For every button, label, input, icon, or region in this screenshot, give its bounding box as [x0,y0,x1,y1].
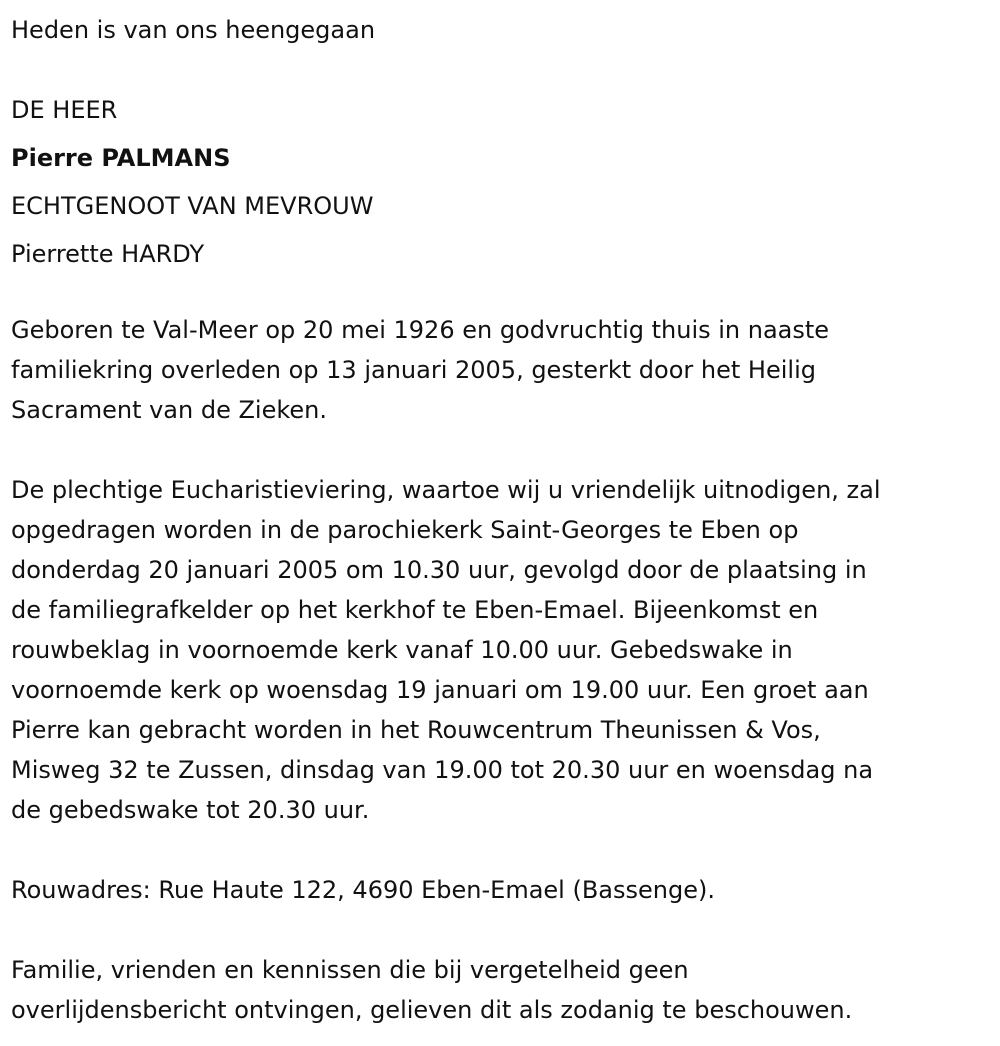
ceremony-line-4: de familiegrafkelder op het kerkhof te Eben-Emael. Bijeenkomst en [11,596,819,624]
spacer [11,278,980,310]
ceremony-line-1: De plechtige Eucharistieviering, waartoe wij u vriendelijk uitnodigen, zal [11,476,881,504]
deceased-name: Pierre PALMANS [11,144,231,172]
spouse-label: ECHTGENOOT VAN MEVROUW [11,192,374,220]
title-prefix: DE HEER [11,96,118,124]
ceremony-line-6: voornoemde kerk op woensdag 19 januari om 19.00 uur. Een groet aan [11,676,869,704]
closing-line-2: overlijdensbericht ontvingen, gelieven dit als zodanig te beschouwen. [11,996,853,1024]
address-line-1: Rouwadres: Rue Haute 122, 4690 Eben-Emael (Bassenge). [11,876,715,904]
ceremony-line-3: donderdag 20 januari 2005 om 10.30 uur, gevolgd door de plaatsing in [11,556,867,584]
closing-paragraph [11,950,980,1030]
closing-line-1: Familie, vrienden en kennissen die bij vergetelheid geen [11,956,689,984]
spacer [11,910,980,950]
birth-line-1: Geboren te Val-Meer op 20 mei 1926 en godvruchtig thuis in naaste [11,316,830,344]
spacer [11,830,980,870]
ceremony-line-9: de gebedswake tot 20.30 uur. [11,796,370,824]
spacer [11,430,980,470]
ceremony-line-8: Misweg 32 te Zussen, dinsdag van 19.00 tot 20.30 uur en woensdag na [11,756,874,784]
intro-line: Heden is van ons heengegaan [11,16,376,44]
ceremony-line-5: rouwbeklag in voornoemde kerk vanaf 10.00 uur. Gebedswake in [11,636,793,664]
ceremony-line-7: Pierre kan gebracht worden in het Rouwcentrum Theunissen & Vos, [11,716,821,744]
birth-line-2: familiekring overleden op 13 januari 2005, gesterkt door het Heilig [11,356,816,384]
ceremony-paragraph [11,470,980,830]
birth-line-3: Sacrament van de Zieken. [11,396,328,424]
spouse-name: Pierrette HARDY [11,240,205,268]
spacer [11,54,980,86]
birth-paragraph [11,310,980,430]
ceremony-line-2: opgedragen worden in de parochiekerk Saint-Georges te Eben op [11,516,799,544]
address-paragraph [11,870,980,910]
